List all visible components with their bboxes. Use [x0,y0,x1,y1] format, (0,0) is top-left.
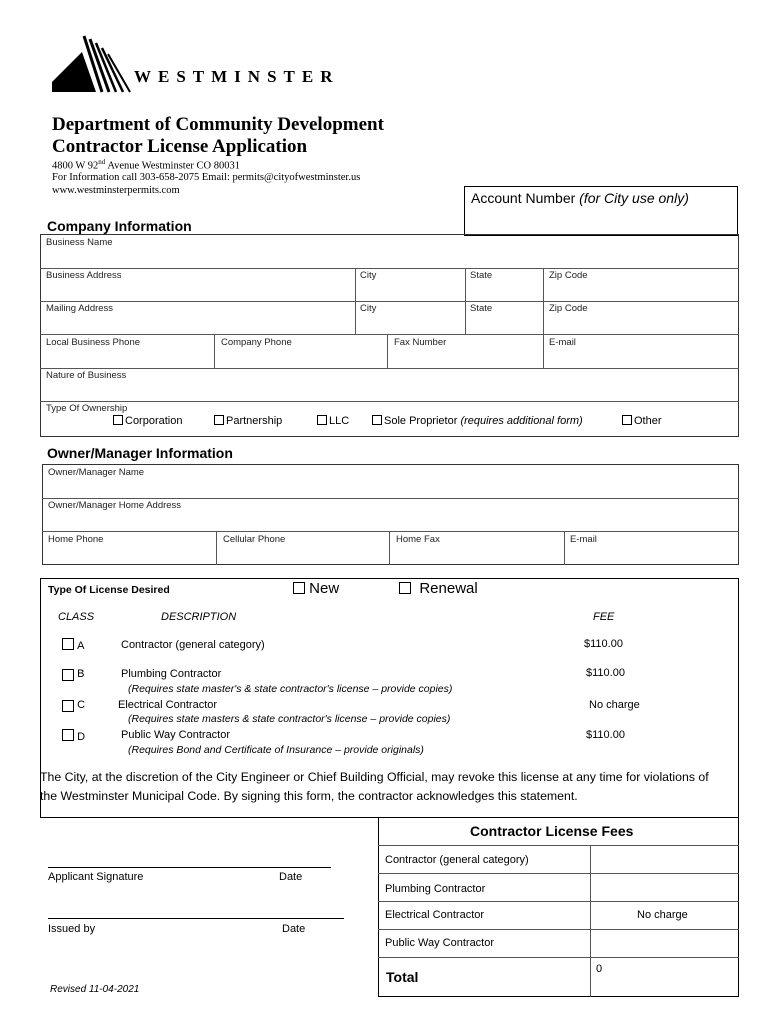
issued-date-label: Date [282,923,306,935]
partnership-label: Partnership [226,415,283,427]
page-subtitle: Contractor License Application [52,136,308,157]
business-name-field[interactable]: Business Name [46,237,113,248]
license-fee-b: $110.00 [586,667,625,679]
company-info-table [40,234,739,437]
ownership-other[interactable] [622,415,662,427]
llc-label: LLC [329,415,350,427]
mailing-city-field[interactable]: City [360,303,377,314]
owner-email-field[interactable]: E-mail [570,534,597,545]
owner-cell-phone-field[interactable]: Cellular Phone [223,534,286,545]
fees-row-label: Plumbing Contractor [385,883,486,895]
checkbox-icon[interactable] [293,582,305,594]
page-title: Department of Community Development [52,114,384,135]
ownership-type-label: Type Of Ownership [46,403,128,414]
address-line [52,158,240,172]
applicant-date-label: Date [279,871,303,883]
license-desc-c: Electrical Contractor [118,699,218,711]
website-line: www.westminsterpermits.com [52,185,180,196]
owner-name-field[interactable]: Owner/Manager Name [48,467,145,478]
fees-total-label: Total [386,969,419,985]
checkbox-icon[interactable] [62,729,74,741]
disclaimer-line-1: The City, at the discretion of the City Engineer or Chief Building Official, may revoke this license at any time for violations of [40,770,709,784]
license-note-b: (Requires state master's & state contractor's license – provide copies) [128,683,453,695]
owner-home-fax-field[interactable]: Home Fax [396,534,440,545]
class-letter: B [77,668,85,680]
applicant-signature-line[interactable] [48,867,331,868]
license-desc-b: Plumbing Contractor [121,668,222,680]
business-address-field[interactable]: Business Address [46,270,122,281]
nature-of-business-field[interactable]: Nature of Business [46,370,127,381]
owner-home-phone-field[interactable]: Home Phone [48,534,104,545]
class-letter: A [77,640,85,652]
new-label: New [309,580,340,597]
fees-row-label: Electrical Contractor [385,909,485,921]
ownership-corporation[interactable] [113,415,182,427]
owner-info-table [42,464,739,565]
checkbox-icon[interactable] [399,582,411,594]
license-new-option[interactable] [293,580,339,597]
checkbox-icon[interactable] [62,700,74,712]
business-city-field[interactable]: City [360,270,377,281]
license-type-label: Type Of License Desired [48,584,170,596]
class-letter: C [77,699,86,711]
company-phone-field[interactable]: Company Phone [221,337,292,348]
license-desc-d: Public Way Contractor [121,729,231,741]
applicant-signature-label: Applicant Signature [48,871,144,883]
account-number-box[interactable] [464,186,738,236]
account-number-label [471,190,689,206]
checkbox-icon[interactable] [622,415,632,425]
address-pre: 4800 W 92 [52,160,99,172]
fees-table-heading: Contractor License Fees [470,823,634,839]
license-fees-table [378,817,739,997]
checkbox-icon[interactable] [214,415,224,425]
mailing-zip-field[interactable]: Zip Code [549,303,588,314]
license-desc-a: Contractor (general category) [121,639,265,651]
sole-label: Sole Proprietor [384,415,461,427]
class-column-header: CLASS [58,611,95,623]
city-logo [52,34,132,94]
fax-number-field[interactable]: Fax Number [394,337,447,348]
license-renewal-option[interactable] [399,580,478,597]
contact-line: For Information call 303-658-2075 Email: permits@cityofwestminster.us [52,172,361,183]
checkbox-icon[interactable] [62,669,74,681]
business-zip-field[interactable]: Zip Code [549,270,588,281]
checkbox-icon[interactable] [62,638,74,650]
mailing-address-field[interactable]: Mailing Address [46,303,114,314]
local-phone-field[interactable]: Local Business Phone [46,337,141,348]
account-label-text: Account Number [471,190,580,206]
disclaimer-line-2: the Westminster Municipal Code. By signing this form, the contractor acknowledges this statement. [40,789,578,803]
account-note: (for City use only) [579,190,689,206]
issued-by-line[interactable] [48,918,344,919]
license-class-a[interactable] [62,638,84,652]
renewal-label: Renewal [419,580,478,597]
company-section-heading: Company Information [47,218,192,234]
license-fee-a: $110.00 [584,638,623,650]
other-label: Other [634,415,662,427]
checkbox-icon[interactable] [113,415,123,425]
description-column-header: DESCRIPTION [161,611,237,623]
class-letter: D [77,731,86,743]
license-class-b[interactable] [62,668,84,681]
fee-column-header: FEE [593,611,615,623]
license-class-c[interactable] [62,699,85,712]
fees-row-label: Public Way Contractor [385,937,495,949]
license-note-d: (Requires Bond and Certificate of Insurance – provide originals) [128,744,424,756]
checkbox-icon[interactable] [317,415,327,425]
owner-section-heading: Owner/Manager Information [47,445,233,461]
mailing-state-field[interactable]: State [470,303,493,314]
fees-row-label: Contractor (general category) [385,854,529,866]
issued-by-label: Issued by [48,923,96,935]
owner-home-address-field[interactable]: Owner/Manager Home Address [48,500,182,511]
license-fee-c: No charge [589,699,640,711]
fees-row-value[interactable]: No charge [637,909,688,921]
sole-note: (requires additional form) [460,415,583,427]
license-class-d[interactable] [62,729,85,743]
company-email-field[interactable]: E-mail [549,337,576,348]
fees-total-value[interactable]: 0 [596,963,603,975]
license-note-c: (Requires state masters & state contractor's license – provide copies) [128,713,451,725]
ownership-llc[interactable] [317,415,349,427]
ownership-partnership[interactable] [214,415,282,427]
corporation-label: Corporation [125,415,183,427]
address-post: Avenue Westminster CO 80031 [105,160,240,172]
revision-date: Revised 11-04-2021 [50,984,140,995]
address-sup: nd [98,158,106,166]
ownership-sole-proprietor[interactable] [372,415,583,427]
logo-wordmark: WESTMINSTER [134,67,340,86]
license-fee-d: $110.00 [586,729,625,741]
checkbox-icon[interactable] [372,415,382,425]
business-state-field[interactable]: State [470,270,493,281]
